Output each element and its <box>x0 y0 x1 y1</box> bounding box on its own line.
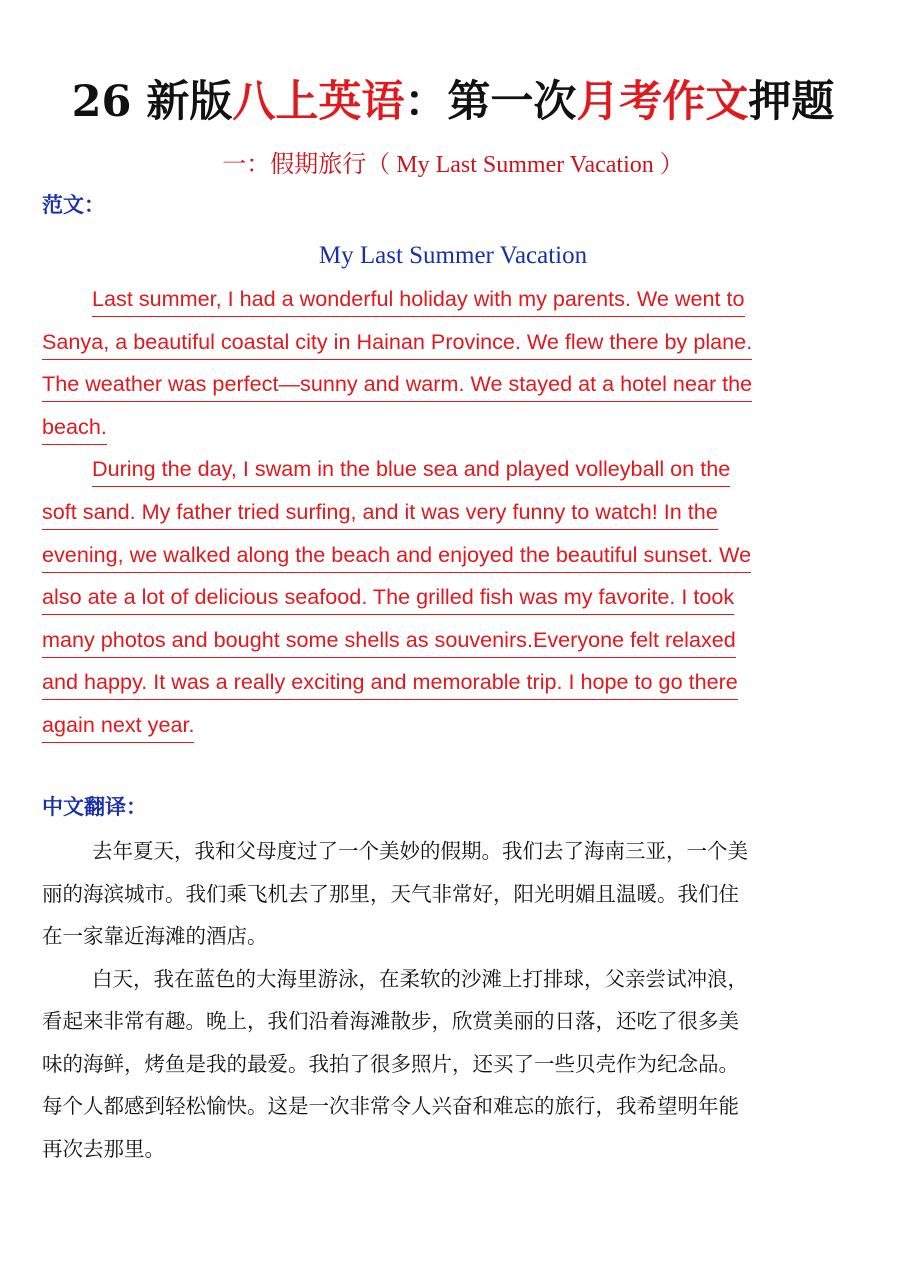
essay-line: During the day, I swam in the blue sea and played volleyball on the <box>42 448 872 491</box>
essay-line: beach. <box>42 406 872 449</box>
essay-line: evening, we walked along the beach and enjoyed the beautiful sunset. We <box>42 534 872 577</box>
essay-line: The weather was perfect—sunny and warm. We stayed at a hotel near the <box>42 363 872 406</box>
translation-line: 看起来非常有趣。晚上，我们沿着海滩散步，欣赏美丽的日落，还吃了很多美 <box>42 1009 739 1033</box>
translation-line: 味的海鲜，烤鱼是我的最爱。我拍了很多照片，还买了一些贝壳作为纪念品。 <box>42 1051 739 1076</box>
translation-line: 在一家靠近海滩的酒店。 <box>42 924 268 948</box>
model-essay-label: 范文： <box>42 192 105 217</box>
model-essay-body <box>42 278 872 747</box>
essay-line: again next year. <box>42 704 872 747</box>
translation-line: 每个人都感到轻松愉快。这是一次非常令人兴奋和难忘的旅行，我希望明年能 <box>42 1094 739 1118</box>
essay-line: Sanya, a beautiful coastal city in Hainan Province. We flew there by plane. <box>42 321 872 364</box>
essay-line: Last summer, I had a wonderful holiday with my parents. We went to <box>42 278 872 321</box>
translation-body <box>42 830 864 1170</box>
essay-line: soft sand. My father tried surfing, and it was very funny to watch! In the <box>42 491 872 534</box>
title-prefix: 26 新版 <box>71 77 233 127</box>
translation-line: 去年夏天，我和父母度过了一个美妙的假期。我们去了海南三亚，一个美 <box>92 839 748 863</box>
essay-line: many photos and bought some shells as souvenirs.Everyone felt relaxed <box>42 619 872 662</box>
title-highlight-grade: 八上英语 <box>232 77 405 127</box>
essay-title: My Last Summer Vacation <box>318 242 588 269</box>
title-middle: ：第一次 <box>404 77 577 127</box>
title-suffix: 押题 <box>748 77 835 127</box>
topic-subtitle: 一：假期旅行（ My Last Summer Vacation ） <box>222 152 684 178</box>
title-highlight-exam: 月考作文 <box>576 77 749 127</box>
essay-line: and happy. It was a really exciting and memorable trip. I hope to go there <box>42 661 872 704</box>
translation-label: 中文翻译： <box>42 794 147 819</box>
page-title <box>0 72 906 132</box>
translation-line: 再次去那里。 <box>42 1136 165 1161</box>
essay-line: also ate a lot of delicious seafood. The grilled fish was my favorite. I took <box>42 576 872 619</box>
translation-line: 白天，我在蓝色的大海里游泳，在柔软的沙滩上打排球，父亲尝试冲浪， <box>92 966 748 991</box>
translation-line: 丽的海滨城市。我们乘飞机去了那里，天气非常好，阳光明媚且温暖。我们住 <box>42 881 739 906</box>
